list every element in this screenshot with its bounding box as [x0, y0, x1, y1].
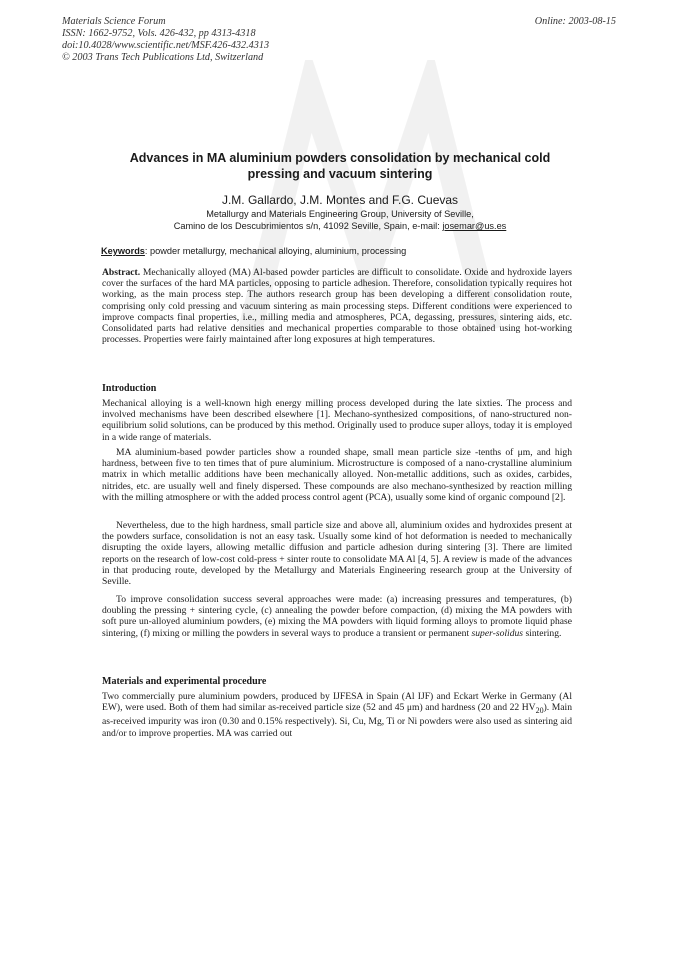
- title-line-2: pressing and vacuum sintering: [247, 167, 433, 181]
- introduction-heading: Introduction: [102, 383, 157, 394]
- materials-p1-text-b: ). Main as-received impurity was iron (0.30 and 0.15% respectively). Si, Cu, Mg, Ti or Ni powders were also used as sintering aid and/or to improve properties. MA was carried out: [102, 702, 572, 739]
- paper-title: [90, 150, 590, 182]
- affiliation-line-2: Camino de los Descubrimientos s/n, 41092 Seville, Spain, e-mail:: [173, 221, 443, 231]
- doi-line: doi:10.4028/www.scientific.net/MSF.426-432.4313: [62, 40, 270, 51]
- materials-p1-text-a: Two commercially pure aluminium powders, produced by IJFESA in Spain (Al IJF) and Eckart Werke in Germany (Al EW), were used. Both of them had similar as-received particle size (52 and 45 μm) and hardness (20 and 22 HV: [102, 691, 572, 714]
- materials-paragraph-1: [102, 691, 572, 739]
- author-list: J.M. Gallardo, J.M. Montes and F.G. Cuevas: [221, 193, 459, 207]
- abstract-text: Mechanically alloyed (MA) Al-based powder particles are difficult to consolidate. Oxide and hydroxide layers cover the surfaces of the hard MA particles, opposing to particle adhesion. Therefore, consolidation typically requires hot working, as the main process step. The authors research group has been developing a different consolidation route, comprising only cold pressing and vacuum sintering as main processing steps. Different conditions were experienced to improve compacts final properties, i.e., milling media and atmospheres, PCA, degassing, pressures, sintering aids, etc. Consolidated parts had relative densities and mechanical properties comparable to those obtained using hot-working processes. Properties were fairly maintained after long exposures at high temperatures.: [102, 267, 572, 346]
- materials-p1-subscript: 20: [535, 706, 544, 716]
- keywords: [101, 246, 571, 256]
- intro-paragraph-1: Mechanical alloying is a well-known high energy milling process developed during the late sixties. The process and involved mechanisms have been described elsewhere [1]. Mechano-synthesized compositions, of nano-structured non-equilibrium solid solutions, can be produced by this method. Originally used to produce super alloys, today it is employed in a wide range of materials.: [102, 398, 572, 443]
- issn-line: ISSN: 1662-9752, Vols. 426-432, pp 4313-4318: [62, 28, 256, 39]
- email-link[interactable]: josemar@us.es: [442, 221, 507, 231]
- affiliation: [90, 208, 590, 232]
- keywords-label: Keywords: [101, 246, 145, 256]
- abstract-label: Abstract.: [102, 267, 141, 278]
- materials-heading: Materials and experimental procedure: [102, 676, 267, 687]
- intro-p4-italic: super-solidus: [471, 627, 524, 639]
- copyright-line: © 2003 Trans Tech Publications Ltd, Switzerland: [62, 52, 264, 63]
- intro-paragraph-4: [102, 594, 572, 639]
- title-line-1: Advances in MA aluminium powders consolidation by mechanical cold: [129, 151, 551, 165]
- abstract: [102, 267, 572, 345]
- journal-name: Materials Science Forum: [62, 16, 166, 27]
- intro-paragraph-3: Nevertheless, due to the high hardness, small particle size and above all, aluminium oxides and hydroxides present at the powders surface, consolidation is not an easy task. Usually some kind of hot deformation is needed to mechanically disrupting the oxide layers, allowing metallic diffusion and particle adhesion during sintering [3]. There are limited reports on the research of low-cost cold-press + sinter route to consolidate MA Al [4, 5]. A review is made of the advances in that producing route, developed by the Metallurgy and Materials Engineering research group at the University of Seville.: [102, 520, 572, 588]
- keywords-text: : powder metallurgy, mechanical alloying, aluminium, processing: [144, 246, 407, 256]
- affiliation-line-1: Metallurgy and Materials Engineering Group, University of Seville,: [206, 209, 474, 219]
- page-header: [62, 16, 616, 64]
- intro-p4-text-a: To improve consolidation success several approaches were made: (a) increasing pressures and temperatures, (b) doubling the pressing + sintering cycle, (c) annealing the powder before compaction, (d) mixing the MA powders with soft pure un-alloyed aluminium powders, (e) mixing the MA powders with liquid forming alloys to promote liquid phase sintering, (f) mixing or milling the powders in several ways to produce a transient or permanent: [102, 594, 572, 639]
- online-date: Online: 2003-08-15: [534, 16, 616, 27]
- intro-paragraph-2: MA aluminium-based powder particles show a rounded shape, small mean particle size -tenths of μm, and high hardness, between five to ten times that of pure aluminium. Microstructure is composed of a nano-crystalline aluminium matrix in which metallic additions have been mechanically alloyed. Non-metallic additions, such as oxides, carbides, nitrides, etc. are usually well and finely dispersed. These compounds are also mechano-synthesized by reaction milling with the milling atmosphere or with the added process control agent (PCA), usually some kind of organic compound [2].: [102, 447, 572, 503]
- intro-p4-text-b: sintering.: [523, 627, 562, 639]
